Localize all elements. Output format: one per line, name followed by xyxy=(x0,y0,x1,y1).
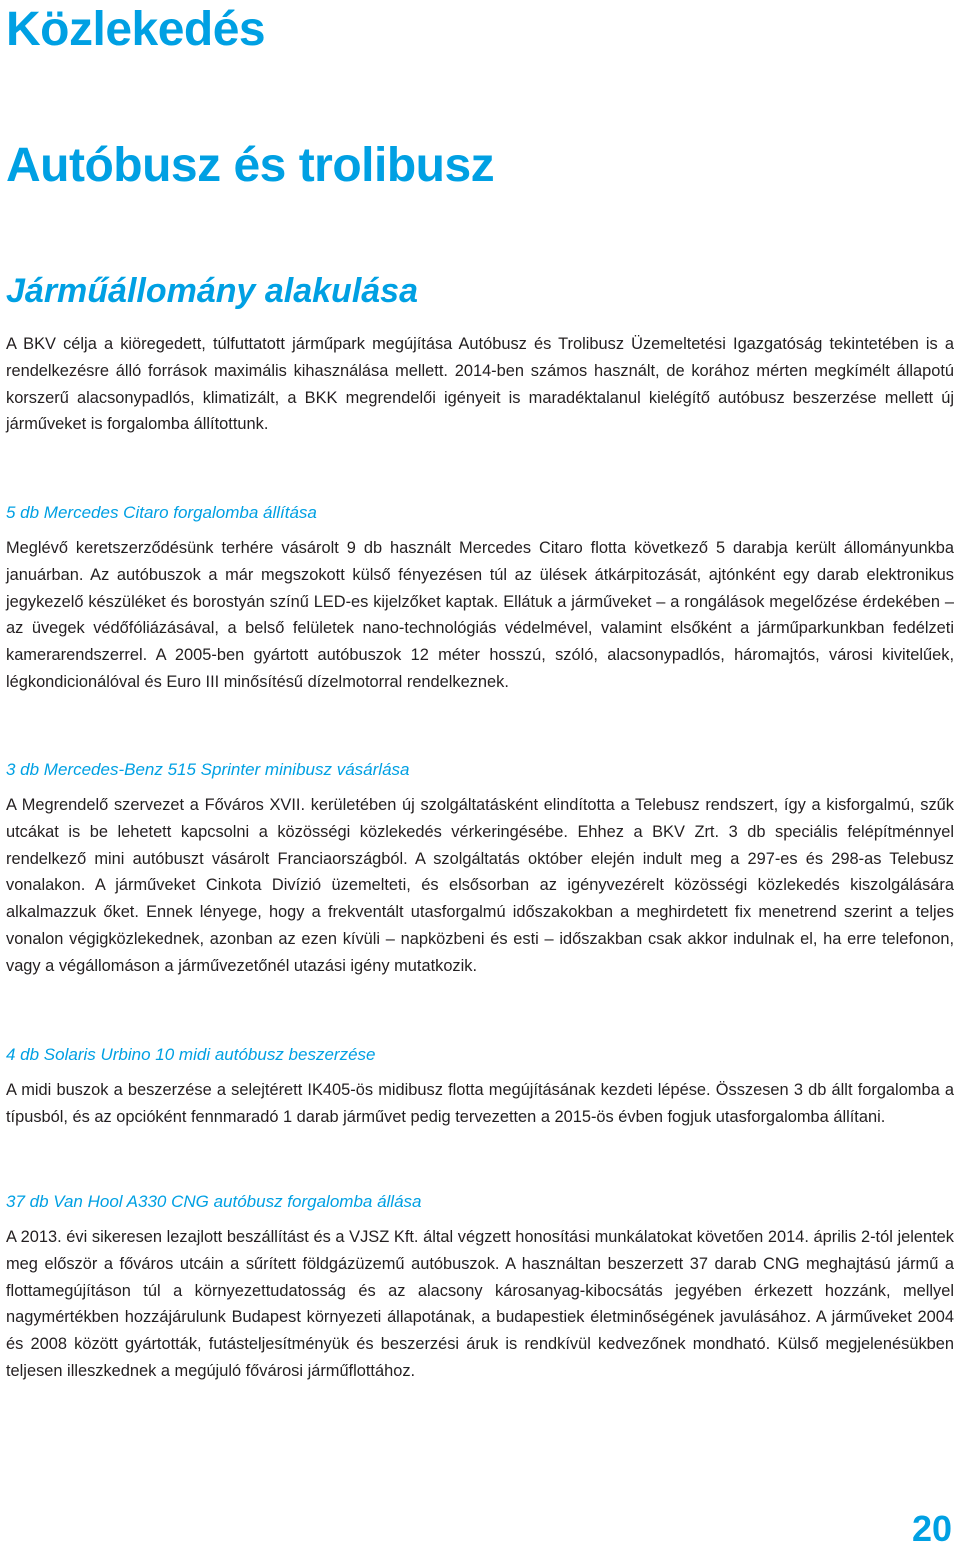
subsection-heading-citaro: 5 db Mercedes Citaro forgalomba állítása xyxy=(6,503,317,522)
subsection-text-solaris: A midi buszok a beszerzése a selejtérett IK405-ös midibusz flotta megújításának kezdeti lépése. Összesen 3 db állt forgalomba a típusból, és az opcióként fennmaradó 1 darab járművet pedig tervezetten a 2015-ös évben fogjuk utasforgalomba állítani. xyxy=(6,1081,954,1126)
subsection-text-citaro: Meglévő keretszerződésünk terhére vásárolt 9 db használt Mercedes Citaro flotta következő 5 darabja került állományunkba januárban. Az autóbuszok a már megszokott külső fényezésen túl az ülések átkárpitozását, ajtónként egy darab elektronikus jegykezelő készüléket és borostyán színű LED-es kijelzőket kaptak. Ellátuk a járműveket – a rongálások megelőzése érdekében – az üvegek védőfóliázásával, a belső felületek nano-technológiás védelmével, valamint elsőként a járműparkunkban fedélzeti kamerarendszerrel. A 2005-ben gyártott autóbuszok 12 méter hosszú, szóló, alacsonypadlós, háromajtós, városi kivitelűek, légkondicionálóval és Euro III minősítésű dízelmotorral rendelkeznek. xyxy=(6,539,954,691)
section-title: Járműállomány alakulása xyxy=(6,272,419,310)
chapter-title: Autóbusz és trolibusz xyxy=(6,139,495,192)
subsection-heading-solaris: 4 db Solaris Urbino 10 midi autóbusz beszerzése xyxy=(6,1045,376,1064)
intro-paragraph: A BKV célja a kiöregedett, túlfuttatott járműpark megújítása Autóbusz és Trolibusz Üzemeltetési Igazgatóság tekintetében is a rendelkezésre álló források maximális kihasználása mellett. 2014-ben számos használt, de korához mérten megkímélt állapotú korszerű alacsonypadlós, klimatizált, a BKK megrendelői igényeit is maradéktalanul kielégítő autóbusz beszerzése mellett új járműveket is forgalomba állítottunk. xyxy=(6,335,954,434)
subsection-text-vanhool: A 2013. évi sikeresen lezajlott beszállítást és a VJSZ Kft. által végzett honosítási munkálatokat követően 2014. április 2-tól jelentek meg először a főváros utcáin a sűrített földgázüzemű autóbuszok. A használtan beszerzett 37 darab CNG meghajtású jármű a flottamegújításon túl a környezettudatosság és az alacsony károsanyag-kibocsátás jegyében érkezett hozzánk, mellyel nagymértékben hozzájárulunk Budapest környezeti állapotának, a budapestiek életminőségének javulásához. A járműveket 2004 és 2008 között gyártották, futásteljesítményük és beszerzési áruk is rendkívül kedvezőnek mondható. Külső megjelenésükben teljesen illeszkednek a megújuló fővárosi járműflottához. xyxy=(6,1228,954,1380)
page-title: Közlekedés xyxy=(6,3,266,56)
subsection-text-sprinter: A Megrendelő szervezet a Főváros XVII. kerületében új szolgáltatásként elindította a Telebusz rendszert, így a kisforgalmú, szűk utcákat is be lehetett kapcsolni a közösségi közlekedés vérkeringésébe. Ehhez a BKV Zrt. 3 db speciális felépítménnyel rendelkező mini autóbuszt vásárolt Franciaországból. A szolgáltatás október elején indult meg a 297-es és 298-as Telebusz vonalakon. A járműveket Cinkota Divízió üzemelteti, és elsősorban az igényvezérelt közösségi közlekedés kiszolgálására alkalmazzuk őket. Ennek lényege, hogy a frekventált utasforgalmú időszakokban a meghirdetett fix menetrend szerint a teljes vonalon végigközlekednek, azonban az ezen kívüli – napközbeni és esti – időszakban csak akkor indulnak el, ha erre telefonon, vagy a végállomáson a járművezetőnél utazási igény mutatkozik. xyxy=(6,796,954,975)
page-number: 20 xyxy=(911,1508,952,1549)
subsection-heading-vanhool: 37 db Van Hool A330 CNG autóbusz forgalomba állása xyxy=(6,1192,422,1211)
subsection-heading-sprinter: 3 db Mercedes-Benz 515 Sprinter minibusz vásárlása xyxy=(6,760,410,779)
